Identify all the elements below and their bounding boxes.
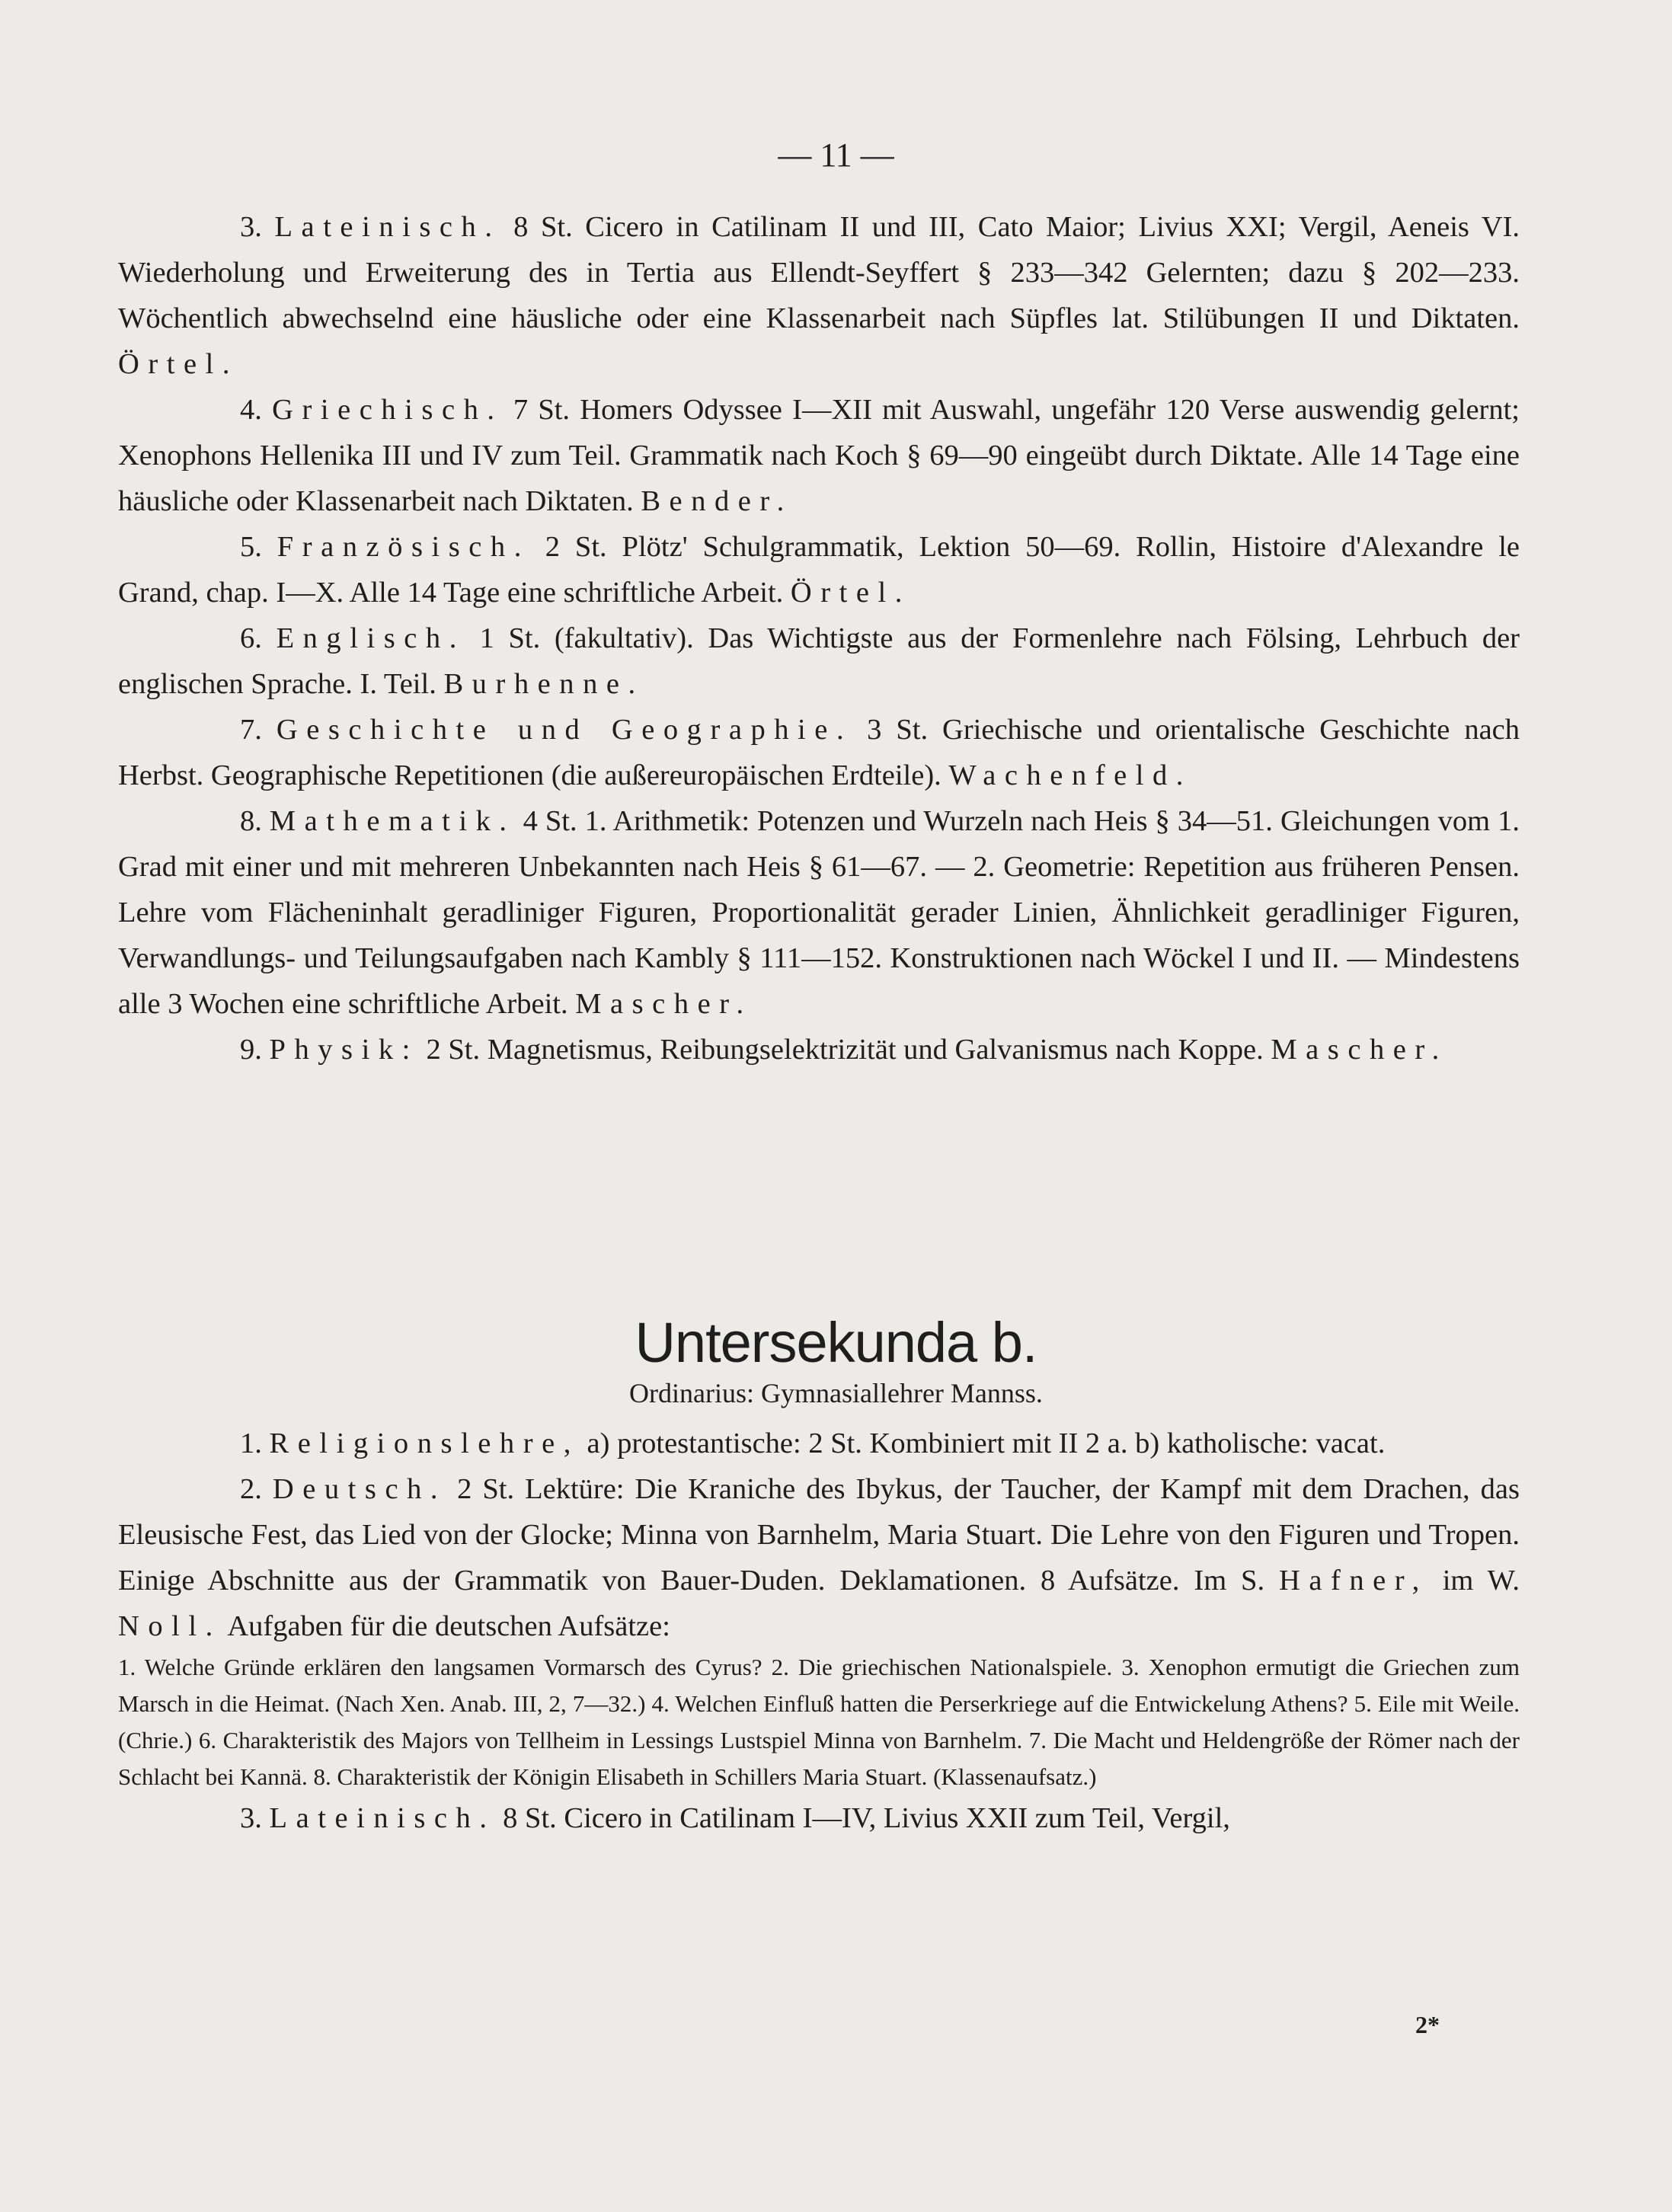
teacher-name: Hafner, — [1279, 1565, 1428, 1597]
item-deutsch: 2. Deutsch. 2 St. Lektüre: Die Kraniche des Ibykus, der Taucher, der Kampf mit dem Drachen, das Eleusische Fest, das Lied von der Glocke; Minna von Barnhelm, Maria Stuart. Die Lehre von den Figuren und Tropen. Einige Abschnitte aus der Grammatik von Bauer-Duden. Deklamationen. 8 Aufsätze. Im S. Hafner, im W. Noll. Aufgaben für die deutschen Aufsätze: — [118, 1473, 1520, 1642]
section-obersekunda-continued — [118, 204, 1520, 1072]
teacher-name: Örtel. — [118, 348, 239, 380]
section-heading: Untersekunda b. — [635, 1311, 1037, 1374]
ordinarius-line: Ordinarius: Gymnasiallehrer Mannss. — [629, 1378, 1043, 1408]
item-franzoesisch: 5. Französisch. 2 St. Plötz' Schulgrammatik, Lektion 50—69. Rollin, Histoire d'Alexandre le Grand, chap. I—X. Alle 14 Tage eine schriftliche Arbeit. Örtel. — [118, 531, 1520, 609]
section-untersekunda-b — [118, 1421, 1520, 1841]
teacher-name: Mascher. — [575, 988, 753, 1020]
teacher-name: Mascher. — [1271, 1034, 1448, 1066]
signature-mark: 2* — [1415, 2011, 1440, 2038]
page-number: — 11 — — [778, 136, 894, 174]
item-physik: 9. Physik: 2 St. Magnetismus, Reibungselektrizität und Galvanismus nach Koppe. Mascher. — [240, 1034, 1448, 1066]
item-geschichte-geographie: 7. Geschichte und Geographie. 3 St. Griechische und orientalische Geschichte nach Herbst. Geographische Repetitionen (die außereuropäischen Erdteile). Wachenfeld. — [118, 714, 1520, 791]
essay-topics: 1. Welche Gründe erklären den langsamen Vormarsch des Cyrus? 2. Die griechischen Nationalspiele. 3. Xenophon ermutigt die Griechen zum Marsch in die Heimat. (Nach Xen. Anab. III, 2, 7—32.) 4. Welchen Einfluß hatten die Perserkriege auf die Entwickelung Athens? 5. Eile mit Weile. (Chrie.) 6. Charakteristik des Majors von Tellheim in Lessings Lustspiel Minna von Barnhelm. 7. Die Macht und Heldengröße der Römer nach der Schlacht bei Kannä. 8. Charakteristik der Königin Elisabeth in Schillers Maria Stuart. (Klassenaufsatz.) — [118, 1654, 1520, 1790]
item-mathematik: 8. Mathematik. 4 St. 1. Arithmetik: Potenzen und Wurzeln nach Heis § 34—51. Gleichungen vom 1. Grad mit einer und mit mehreren Unbekannten nach Heis § 61—67. — 2. Geometrie: Repetition aus früheren Pensen. Lehre vom Flächeninhalt geradliniger Figuren, Proportionalität gerader Linien, Ähnlichkeit geradliniger Figuren, Verwandlungs- und Teilungsaufgaben nach Kambly § 111—152. Konstruktionen nach Wöckel I und II. — Mindestens alle 3 Wochen eine schriftliche Arbeit. Mascher. — [118, 805, 1520, 1020]
item-lateinisch-b: 3. Lateinisch. 8 St. Cicero in Catilinam I—IV, Livius XXII zum Teil, Vergil, — [240, 1802, 1230, 1834]
item-griechisch: 4. Griechisch. 7 St. Homers Odyssee I—XII mit Auswahl, ungefähr 120 Verse auswendig gelernt; Xenophons Hellenika III und IV zum Teil. Grammatik nach Koch § 69—90 eingeübt durch Diktate. Alle 14 Tage eine häusliche oder Klassenarbeit nach Diktaten. Bender. — [118, 394, 1520, 517]
subject-label: Lateinisch. — [274, 211, 501, 243]
teacher-name: Örtel. — [790, 577, 911, 609]
subject-label: Lateinisch. — [269, 1802, 496, 1834]
subject-label: Griechisch. — [272, 394, 504, 426]
subject-label: Englisch. — [276, 622, 465, 654]
item-religionslehre: 1. Religionslehre, a) protestantische: 2 St. Kombiniert mit II 2 a. b) katholische: vacat. — [240, 1427, 1386, 1459]
subject-label: Geschichte und Geographie. — [276, 714, 853, 746]
item-lateinisch: 3. Lateinisch. 8 St. Cicero in Catilinam II und III, Cato Maior; Livius XXI; Vergil, Aeneis VI. Wiederholung und Erweiterung des in Tertia aus Ellendt-Seyffert § 233—342 Gelernten; dazu § 202—233. Wöchentlich abwechselnd eine häusliche oder eine Klassenarbeit nach Süpfles lat. Stilübungen II und Diktaten. Örtel. — [118, 211, 1520, 380]
subject-label: Mathematik. — [269, 805, 516, 837]
teacher-name: Noll. — [118, 1610, 222, 1642]
subject-label: Religionslehre, — [269, 1427, 580, 1459]
item-englisch: 6. Englisch. 1 St. (fakultativ). Das Wichtigste aus der Formenlehre nach Fölsing, Lehrbuch der englischen Sprache. I. Teil. Burhenne. — [118, 622, 1520, 700]
subject-label: Deutsch. — [272, 1473, 447, 1505]
teacher-name: Burhenne. — [443, 668, 644, 700]
subject-label: Französisch. — [277, 531, 530, 563]
subject-label: Physik: — [269, 1034, 419, 1066]
teacher-name: Bender. — [641, 485, 793, 517]
teacher-name: Wachenfeld. — [948, 759, 1192, 791]
